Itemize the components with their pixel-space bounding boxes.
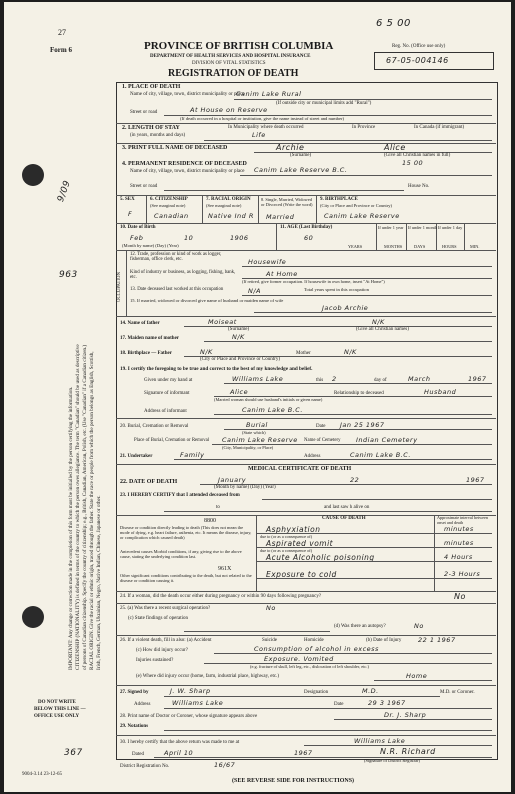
rule — [116, 123, 496, 124]
certify-month: March — [408, 375, 431, 383]
given-label: (Give all Christian names in full) — [384, 153, 451, 158]
md-coroner-label: M.D. or Coroner. — [440, 690, 475, 695]
age-col: If under 1 day — [438, 225, 463, 230]
stay-col-province: In Province — [352, 125, 376, 130]
age-col: If under 1 month — [408, 225, 437, 230]
rule — [374, 680, 492, 681]
rule — [154, 757, 492, 758]
rule — [174, 459, 492, 460]
age-unit: HOURS — [442, 244, 457, 249]
citizenship-value: Canadian — [154, 212, 189, 220]
dob-label: 10. Date of Birth — [120, 225, 156, 230]
signature-note: (Married woman should use husband's initials or given name) — [214, 397, 323, 402]
stay-sub: (in years, months and days) — [130, 133, 186, 138]
informant-address: Canim Lake B.C. — [242, 406, 303, 414]
residence-label: 4. PERMANENT RESIDENCE OF DECEASED — [122, 161, 247, 167]
rule — [254, 312, 492, 313]
father-label: 14. Name of father — [120, 321, 160, 326]
spouse-value: Jacob Archie — [322, 304, 369, 312]
district-reg-label: District Registration No. — [120, 764, 170, 769]
date-of-death-sub: (Month by name) (Day) (Year) — [214, 485, 276, 490]
relationship-label: Relationship to deceased — [334, 391, 384, 396]
stay-col-municipality: In Municipality where death occurred — [228, 125, 304, 130]
handwritten-top-number: 6 5 00 — [376, 18, 411, 29]
birthplace-father-value: N/K — [200, 348, 213, 356]
certify-year: 1967 — [468, 375, 487, 383]
where-injury-value: Home — [406, 672, 428, 680]
maiden-value: N/K — [232, 333, 245, 341]
rule — [116, 195, 496, 196]
operation-answer: No — [266, 604, 276, 612]
date-of-death-day: 22 — [350, 476, 360, 484]
dob-year: 1906 — [230, 234, 249, 242]
age-label: 11. AGE (Last Birthday) — [280, 225, 333, 230]
given-under-place: Williams Lake — [232, 375, 284, 383]
interval-second: minutes — [444, 539, 474, 547]
injuries-label: Injuries sustained? — [136, 658, 174, 663]
birthplace-value: Canim Lake Reserve — [324, 212, 400, 220]
total-years-label: Total years spent in this occupation — [304, 287, 369, 292]
cause-of-death-header: CAUSE OF DEATH — [322, 516, 366, 521]
injuries-note: (e.g. fracture of skull, left leg, etc., dislocation of left shoulder, etc.) — [250, 664, 369, 669]
undertaker-address: Canim Lake B.C. — [350, 451, 411, 459]
interval-third: 4 Hours — [444, 553, 473, 561]
autopsy-answer: No — [414, 622, 424, 630]
length-of-stay-label: 2. LENGTH OF STAY — [122, 125, 180, 131]
designation-value: M.D. — [362, 687, 379, 695]
due-to-label: due to (or as a consequence of) — [260, 534, 313, 539]
violent-death-label: 26. If a violent death, fill in also: (a) Accident — [120, 638, 212, 643]
rule — [116, 603, 496, 604]
stay-value: Life — [252, 131, 266, 139]
relationship-value: Husband — [424, 388, 457, 396]
findings-label: (c) State findings of operation — [128, 616, 188, 621]
print-doctor-value: Dr. J. Sharp — [384, 711, 427, 719]
cause-primary: Asphyxiation — [266, 525, 321, 534]
homicide-label: Homicide — [304, 638, 324, 643]
surname-label: (Surname) — [290, 153, 312, 158]
cemetery-value: Indian Cemetery — [356, 436, 418, 444]
place-of-death-label: 1. PLACE OF DEATH — [122, 84, 181, 90]
age-unit: MIN. — [470, 244, 480, 249]
date-of-death-label: 22. DATE OF DEATH — [120, 479, 178, 485]
industry-label: Kind of industry or business, as logging, fishing, bank, etc. — [130, 270, 236, 281]
burial-date-label: Date — [316, 424, 326, 429]
rule — [184, 631, 330, 632]
where-injury-label: (e) Where did injury occur (home, farm, industrial place, highway, etc.) — [136, 674, 280, 679]
rule — [276, 223, 277, 250]
residence-handwritten-number: 15 00 — [402, 159, 424, 167]
industry-value: At Home — [266, 270, 298, 278]
registrar-place: Williams Lake — [354, 737, 406, 745]
rule — [164, 730, 492, 731]
age-col: If under 1 year — [378, 225, 404, 230]
rule — [256, 578, 492, 579]
date-of-death-year: 1967 — [466, 476, 485, 484]
suicide-label: Suicide — [262, 638, 277, 643]
injuries-value: Exposure. Vomited — [264, 655, 334, 663]
occupation-label: 12. Trade, profession or kind of work as logger, fisherman, office clerk, etc. — [130, 252, 222, 263]
deceased-name-label: 3. PRINT FULL NAME OF DECEASED — [122, 145, 228, 151]
rule — [116, 316, 496, 317]
dated-label: Dated — [132, 752, 144, 757]
top-handwritten-number: 27 — [58, 28, 66, 37]
instruction-line: CITIZENSHIP (NATIONALITY) is defined in terms of the country to which the person owes allegiance. The term "Canadian" should be used as descriptive — [75, 344, 81, 670]
rule — [116, 735, 496, 736]
deceased-given-names: Alice — [384, 143, 406, 152]
father-given-label: (Give all Christian names) — [356, 327, 409, 332]
burial-place-sub: (City, Municipality, or Place) — [222, 445, 274, 450]
rule — [202, 195, 203, 223]
given-under-label: Given under my hand at — [144, 378, 193, 383]
punch-hole — [22, 606, 44, 628]
margin-handwritten-code: 963 — [59, 270, 78, 280]
place-of-death-city: Canim Lake Rural — [236, 90, 302, 98]
cause-third: Acute Alcoholic poisoning — [266, 553, 375, 562]
birthplace-mother-label: Mother — [296, 351, 311, 356]
margin-handwritten-number: 9/09 — [56, 179, 73, 204]
instruction-line: of persons of Canadian citizenship. Specify the country of citizenship; e.g., British, Canadian, American, Polish, etc. (Use "Canadian" if a Canadian citizen.) — [82, 344, 88, 670]
pregnancy-question: 24. If a woman, did the death occur either during pregnancy or within 90 days following pregnancy? — [120, 594, 322, 599]
registrar-signature-label: (Signature of District Registrar) — [364, 758, 420, 763]
dob-day: 10 — [184, 234, 194, 242]
instruction-line: RACIAL ORIGIN. Give the racial or ethnic origin, traced through the father. State the race or people from which the person belongs as English, Scottish, — [89, 351, 95, 670]
residence-city-value: Canim Lake Reserve B.C. — [254, 166, 348, 174]
burial-value: Burial — [246, 421, 268, 429]
rule — [204, 140, 492, 141]
rule — [376, 223, 377, 250]
to-label: to — [216, 505, 220, 510]
punch-hole — [22, 164, 44, 186]
dob-month: Feb — [130, 234, 144, 242]
burial-place-label: Place of Burial, Cremation or Removal — [134, 438, 210, 443]
rule — [224, 429, 492, 430]
cause-second: Aspirated vomit — [266, 539, 334, 548]
undertaker-address-label: Address — [304, 454, 321, 459]
undertaker-label: 21. Undertaker — [120, 454, 153, 459]
last-worked-value: N/A — [248, 287, 261, 295]
residence-street-label: Street or road — [130, 184, 158, 189]
father-given: N/K — [372, 318, 385, 326]
death-registration-form — [4, 2, 511, 792]
rule — [224, 383, 492, 384]
rule — [464, 223, 465, 250]
birthplace-label: 9. BIRTHPLACE — [320, 197, 358, 202]
injury-date-value: 22 1 1967 — [418, 636, 456, 644]
rule — [242, 266, 492, 267]
rule — [204, 341, 492, 342]
place-of-death-street: At House on Reserve — [190, 106, 268, 114]
maiden-label: 17. Maiden name of mother — [120, 336, 180, 341]
district-reg-value: 16/67 — [214, 761, 236, 769]
other-conditions-note: Other significant conditions contributing to the death, but not related to the disease or condition causing it. — [120, 573, 252, 583]
rule — [240, 175, 492, 176]
street-note: (If death occurred in a hospital or institution, give the name instead of street and number) — [180, 116, 345, 121]
reverse-side-footer: (SEE REVERSE SIDE FOR INSTRUCTIONS) — [232, 778, 355, 784]
rule — [256, 515, 257, 591]
burial-state-label: (State which) — [242, 430, 266, 435]
how-injury-label: (c) How did injury occur? — [136, 648, 188, 653]
doctor-address-label: Address — [134, 702, 151, 707]
city-label: Name of city, village, town, district municipality or place — [130, 92, 245, 97]
informant-address-label: Address of informant — [144, 409, 187, 414]
medical-title: MEDICAL CERTIFICATE OF DEATH — [248, 466, 352, 472]
interval-primary: minutes — [444, 525, 474, 533]
father-surname: Moiseat — [208, 318, 237, 326]
birthplace-mother-value: N/K — [344, 348, 357, 356]
marital-label: 8. Single, Married, Widowed or Divorced (Write the word) — [261, 197, 313, 207]
signed-by-value: J. W. Sharp — [170, 687, 211, 695]
informant-signature: Alice — [230, 388, 249, 396]
rule — [164, 708, 492, 709]
rule — [242, 295, 492, 296]
rule — [116, 143, 496, 144]
rule — [334, 719, 492, 720]
doctor-date-value: 29 3 1967 — [368, 699, 406, 707]
rule — [116, 418, 496, 419]
certify-attended-label: 23. I HEREBY CERTIFY that I attended deceased from — [120, 493, 240, 498]
department-line: DEPARTMENT OF HEALTH SERVICES AND HOSPITAL INSURANCE — [150, 54, 311, 59]
office-use-label: BELOW THIS LINE — — [34, 707, 86, 712]
city-note: (If outside city or municipal limits add "Rural") — [276, 101, 372, 106]
informant-certify: 19. I certify the foregoing to be true and correct to the best of my knowledge and belief. — [120, 366, 313, 372]
this-label: this — [316, 378, 324, 383]
residence-city-label: Name of city, village, town, district municipality or place — [130, 169, 245, 174]
office-use-label: OFFICE USE ONLY — [34, 714, 80, 719]
rule — [304, 745, 492, 746]
operation-question: 25. (a) Was there a recent surgical operation? — [120, 606, 211, 611]
how-injury-value: Consumption of alcohol in excess — [254, 645, 379, 653]
father-surname-label: (Surname) — [228, 327, 250, 332]
instruction-line: Irish, French, German, Ukrainian, Negro, Native Indian, Chinese, Japanese or other. — [96, 495, 102, 670]
occupation-side-label: OCCUPATION — [117, 272, 122, 302]
age-value: 60 — [304, 234, 314, 242]
rule — [146, 195, 147, 223]
burial-date-value: Jan 25 1967 — [340, 421, 385, 429]
antecedent-note: Antecedent causes Morbid conditions, if any, giving rise to the above cause, stating the underlying condition last. — [120, 549, 242, 559]
form-number: Form 6 — [50, 46, 72, 54]
occupation-note: (If retired, give former occupation. If housewife in own home, insert "At Home") — [242, 279, 385, 284]
doctor-address-value: Williams Lake — [172, 699, 224, 707]
registrar-cert-label: 30. I hereby certify that the above return was made to me at — [120, 740, 240, 745]
print-doctor-label: 28. Print name of Doctor or Coroner, whose signature appears above — [120, 714, 258, 719]
form-title: REGISTRATION OF DEATH — [168, 68, 299, 79]
rule — [406, 223, 407, 250]
house-no-label: House No. — [408, 184, 430, 189]
bottom-handwritten-number: 367 — [64, 748, 83, 758]
rule — [116, 464, 496, 465]
birthplace-sub: (City or Place and Province or Country) — [320, 203, 392, 208]
rule — [316, 195, 317, 223]
office-use-label: DO NOT WRITE — [38, 700, 76, 705]
certify-day: 2 — [332, 375, 337, 383]
rule — [214, 653, 492, 654]
undertaker-value: Family — [180, 451, 205, 459]
autopsy-question: (d) Was there an autopsy? — [334, 624, 386, 629]
reg-no-label: Reg. No. (Office use only) — [392, 44, 446, 49]
rule — [262, 499, 492, 500]
spouse-label: 15. If married, widowed or divorced give name of husband or maiden name of wife — [130, 298, 284, 303]
rule — [434, 515, 435, 591]
reg-no-value: 67-05-004146 — [386, 56, 449, 65]
registrar-signature: N.R. Richard — [380, 747, 436, 756]
birthplace-sub-label: (City or Place and Province or Country) — [200, 357, 280, 362]
burial-label: 20. Burial, Cremation or Removal — [120, 424, 189, 429]
dated-year: 1967 — [294, 749, 313, 757]
sex-label: 5. SEX — [120, 197, 135, 202]
pregnancy-answer: No — [454, 592, 466, 601]
rule — [116, 250, 496, 251]
deceased-surname: Archie — [276, 143, 305, 152]
cause-other: Exposure to cold — [266, 570, 337, 579]
day-of-label: day of — [374, 378, 387, 383]
injury-date-label: (b) Date of Injury — [366, 638, 402, 643]
rule — [126, 250, 127, 316]
interval-header: Approximate interval between onset and death — [437, 515, 488, 525]
rule — [116, 685, 496, 686]
rule — [214, 414, 492, 415]
rule — [116, 223, 496, 224]
citizenship-label: 6. CITIZENSHIP — [150, 197, 188, 202]
rule — [164, 190, 404, 191]
cause-code-secondary: 961X — [218, 566, 232, 572]
cemetery-label: Name of Cemetery — [304, 438, 341, 443]
interval-other: 2-3 Hours — [444, 570, 481, 578]
signed-by-label: 27. Signed by — [120, 690, 149, 695]
division-line: DIVISION OF VITAL STATISTICS — [192, 61, 266, 66]
disease-note: Disease or condition directly leading to death (This does not mean the mode of dying, e.g. heart failure, asthenia, etc. It means the disease, injury, or complication which caused death) — [120, 525, 252, 540]
designation-label: Designation — [304, 690, 329, 695]
racial-origin-label: 7. RACIAL ORIGIN — [206, 197, 251, 202]
rule — [116, 591, 496, 592]
age-unit: YEARS — [348, 244, 363, 249]
cause-code: 8800 — [204, 518, 216, 524]
dated-value: April 10 — [164, 749, 194, 757]
sex-value: F — [128, 210, 133, 218]
print-code: 9004-3.14 23-12-65 — [22, 772, 62, 777]
last-worked-label: 13. Date deceased last worked at this occupation — [130, 287, 224, 292]
birthplace-father-label: 18. Birthplace — Father — [120, 351, 172, 356]
citizenship-sub: (See marginal note) — [150, 203, 186, 208]
racial-origin-sub: (See marginal note) — [206, 203, 242, 208]
due-to-label: due to (or as a consequence of) — [260, 548, 313, 553]
instruction-line: IMPORTANT: Any change or correction made in the completion of this form must be initialled by the person certifying the information. — [68, 386, 74, 670]
province-title: PROVINCE OF BRITISH COLUMBIA — [144, 40, 334, 52]
occupation-value: Housewife — [248, 258, 287, 266]
marital-value: Married — [266, 213, 295, 221]
dob-sub: (Month by name) (Day) (Year) — [122, 243, 179, 248]
date-of-death-month: January — [218, 476, 247, 484]
doctor-date-label: Date — [334, 702, 344, 707]
rule — [164, 696, 440, 697]
street-label: Street or road — [130, 110, 158, 115]
rule — [256, 561, 492, 562]
notations-label: 29. Notations — [120, 724, 149, 729]
rule — [258, 195, 259, 223]
alive-label: and last saw h alive on — [324, 505, 370, 510]
informant-signature-label: Signature of informant — [144, 391, 190, 396]
racial-origin-value: Native Ind R — [208, 212, 254, 220]
burial-place-value: Canim Lake Reserve — [222, 436, 298, 444]
age-unit: MONTHS — [384, 244, 403, 249]
age-unit: DAYS — [414, 244, 426, 249]
rule — [164, 511, 492, 512]
rule — [234, 99, 492, 100]
stay-col-canada: In Canada (if immigrant) — [414, 125, 465, 130]
